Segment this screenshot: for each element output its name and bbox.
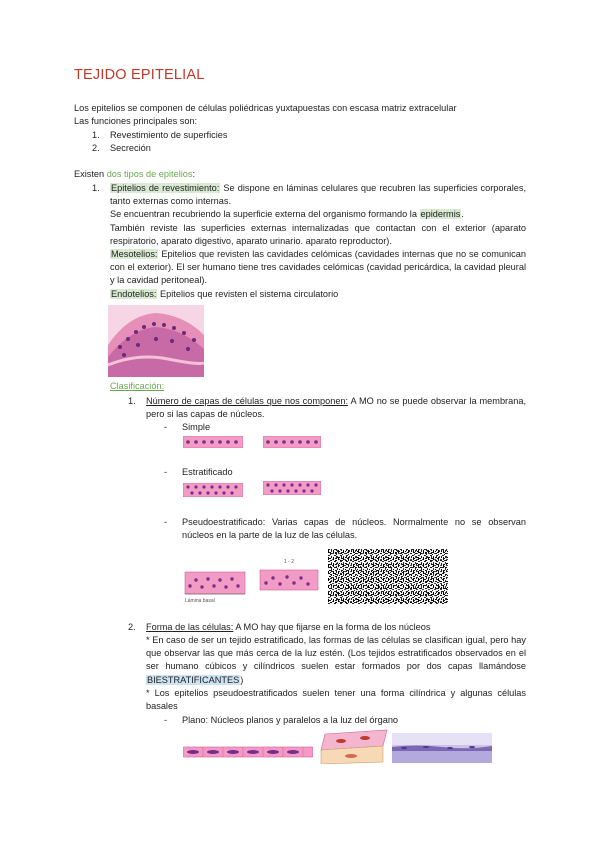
biestratificantes-highlight: BIESTRATIFICANTES <box>147 674 240 685</box>
layers-caption: 1 - 2 <box>284 559 295 565</box>
simple-label: Simple <box>182 422 211 432</box>
dash-plano: - <box>164 715 168 725</box>
class-num-1: 1. <box>128 396 136 406</box>
dash-pseudo: - <box>164 517 168 527</box>
stratified-epithelium-diagram-1 <box>183 483 243 497</box>
pseudostratified-diagram-2 <box>258 556 320 596</box>
forma-heading: Forma de las células: A MO hay que fijarse en la forma de los núcleos <box>146 622 431 632</box>
classification-heading: Clasificación: <box>110 381 165 391</box>
basal-lamina-caption: Lámina basal <box>185 598 215 604</box>
intro-line: Los epitelios se componen de células poliédricas yuxtapuestas con escasa matriz extracelular <box>74 103 457 113</box>
squamous-3d-diagram <box>317 728 389 764</box>
endotelios-label: Endotelios: <box>111 288 157 299</box>
pseudostratified-micrograph <box>328 549 448 604</box>
squamous-diagram <box>183 741 313 763</box>
stratified-epithelium-diagram-2 <box>263 481 321 495</box>
dash-estratificado: - <box>164 467 168 477</box>
page-title: TEJIDO EPITELIAL <box>74 67 205 83</box>
function-num-2: 2. <box>92 143 100 153</box>
revestimiento-block: Epitelios de revestimiento: Se dispone en láminas celulares que recubren las superficies corporales, tanto externas como internas. Se encuentran recubriendo la superficie externa del organismo formando la epidermis. También reviste las superficies externas internalizadas que contactan con el exterior (aparato respiratorio, aparato digestivo, aparato urinario. aparato reproductor). Mesotelios: Epitelios que revisten las cavidades celómicas (cavidades internas que no se comunican con el exterior). El ser humano tiene tres cavidades celómicas (cavidad pericárdica, la cavidad pleural y la cavidad peritoneal). Endotelios: Epitelios que revisten el sistema circulatorio <box>110 183 526 299</box>
histology-image <box>108 305 204 377</box>
function-item-2: Secreción <box>110 143 151 153</box>
squamous-micrograph <box>392 733 492 763</box>
class-num-2: 2. <box>128 622 136 632</box>
pseudo-note: * Los epitelios pseudoestratificados suelen tener una forma cilíndrica y algunas células basales <box>146 688 526 712</box>
epidermis-highlight: epidermis <box>420 209 461 220</box>
functions-heading: Las funciones principales son: <box>74 116 198 126</box>
function-num-1: 1. <box>92 130 100 140</box>
types-intro: Existen dos tipos de epitelios: <box>74 169 196 179</box>
types-link: dos tipos de epitelios <box>106 169 193 179</box>
revestimiento-label: Epitelios de revestimiento: <box>111 183 220 193</box>
simple-epithelium-diagram-2 <box>263 436 321 448</box>
estratificado-label: Estratificado <box>182 467 233 477</box>
mesotelios-label: Mesotelios: <box>111 249 158 260</box>
capas-paragraph: Número de capas de células que nos componen: A MO no se puede observar la membrana, pero si las capas de núcleos. <box>146 396 526 420</box>
function-item-1: Revestimiento de superficies <box>110 130 228 140</box>
dash-simple: - <box>164 422 168 432</box>
simple-epithelium-diagram-1 <box>183 436 243 448</box>
stratified-note: * En caso de ser un tejido estratificado, las formas de las células se clasifican igual, pero hay que observar las que más cerca de la luz estén. (Los tejidos estratificados observados en el ser humano cúbicos y cilíndricos suelen estar formados por dos capas llamándose BIESTRATIFICANTES) <box>146 635 526 685</box>
pseudo-paragraph: Pseudoestratificado: Varias capas de núcleos. Normalmente no se observan núcleos en la parte de la luz de las células. <box>182 517 526 541</box>
pseudostratified-diagram-1 <box>183 568 249 604</box>
type-num-1: 1. <box>92 183 100 193</box>
plano-label: Plano: Núcleos planos y paralelos a la luz del órgano <box>182 715 399 725</box>
